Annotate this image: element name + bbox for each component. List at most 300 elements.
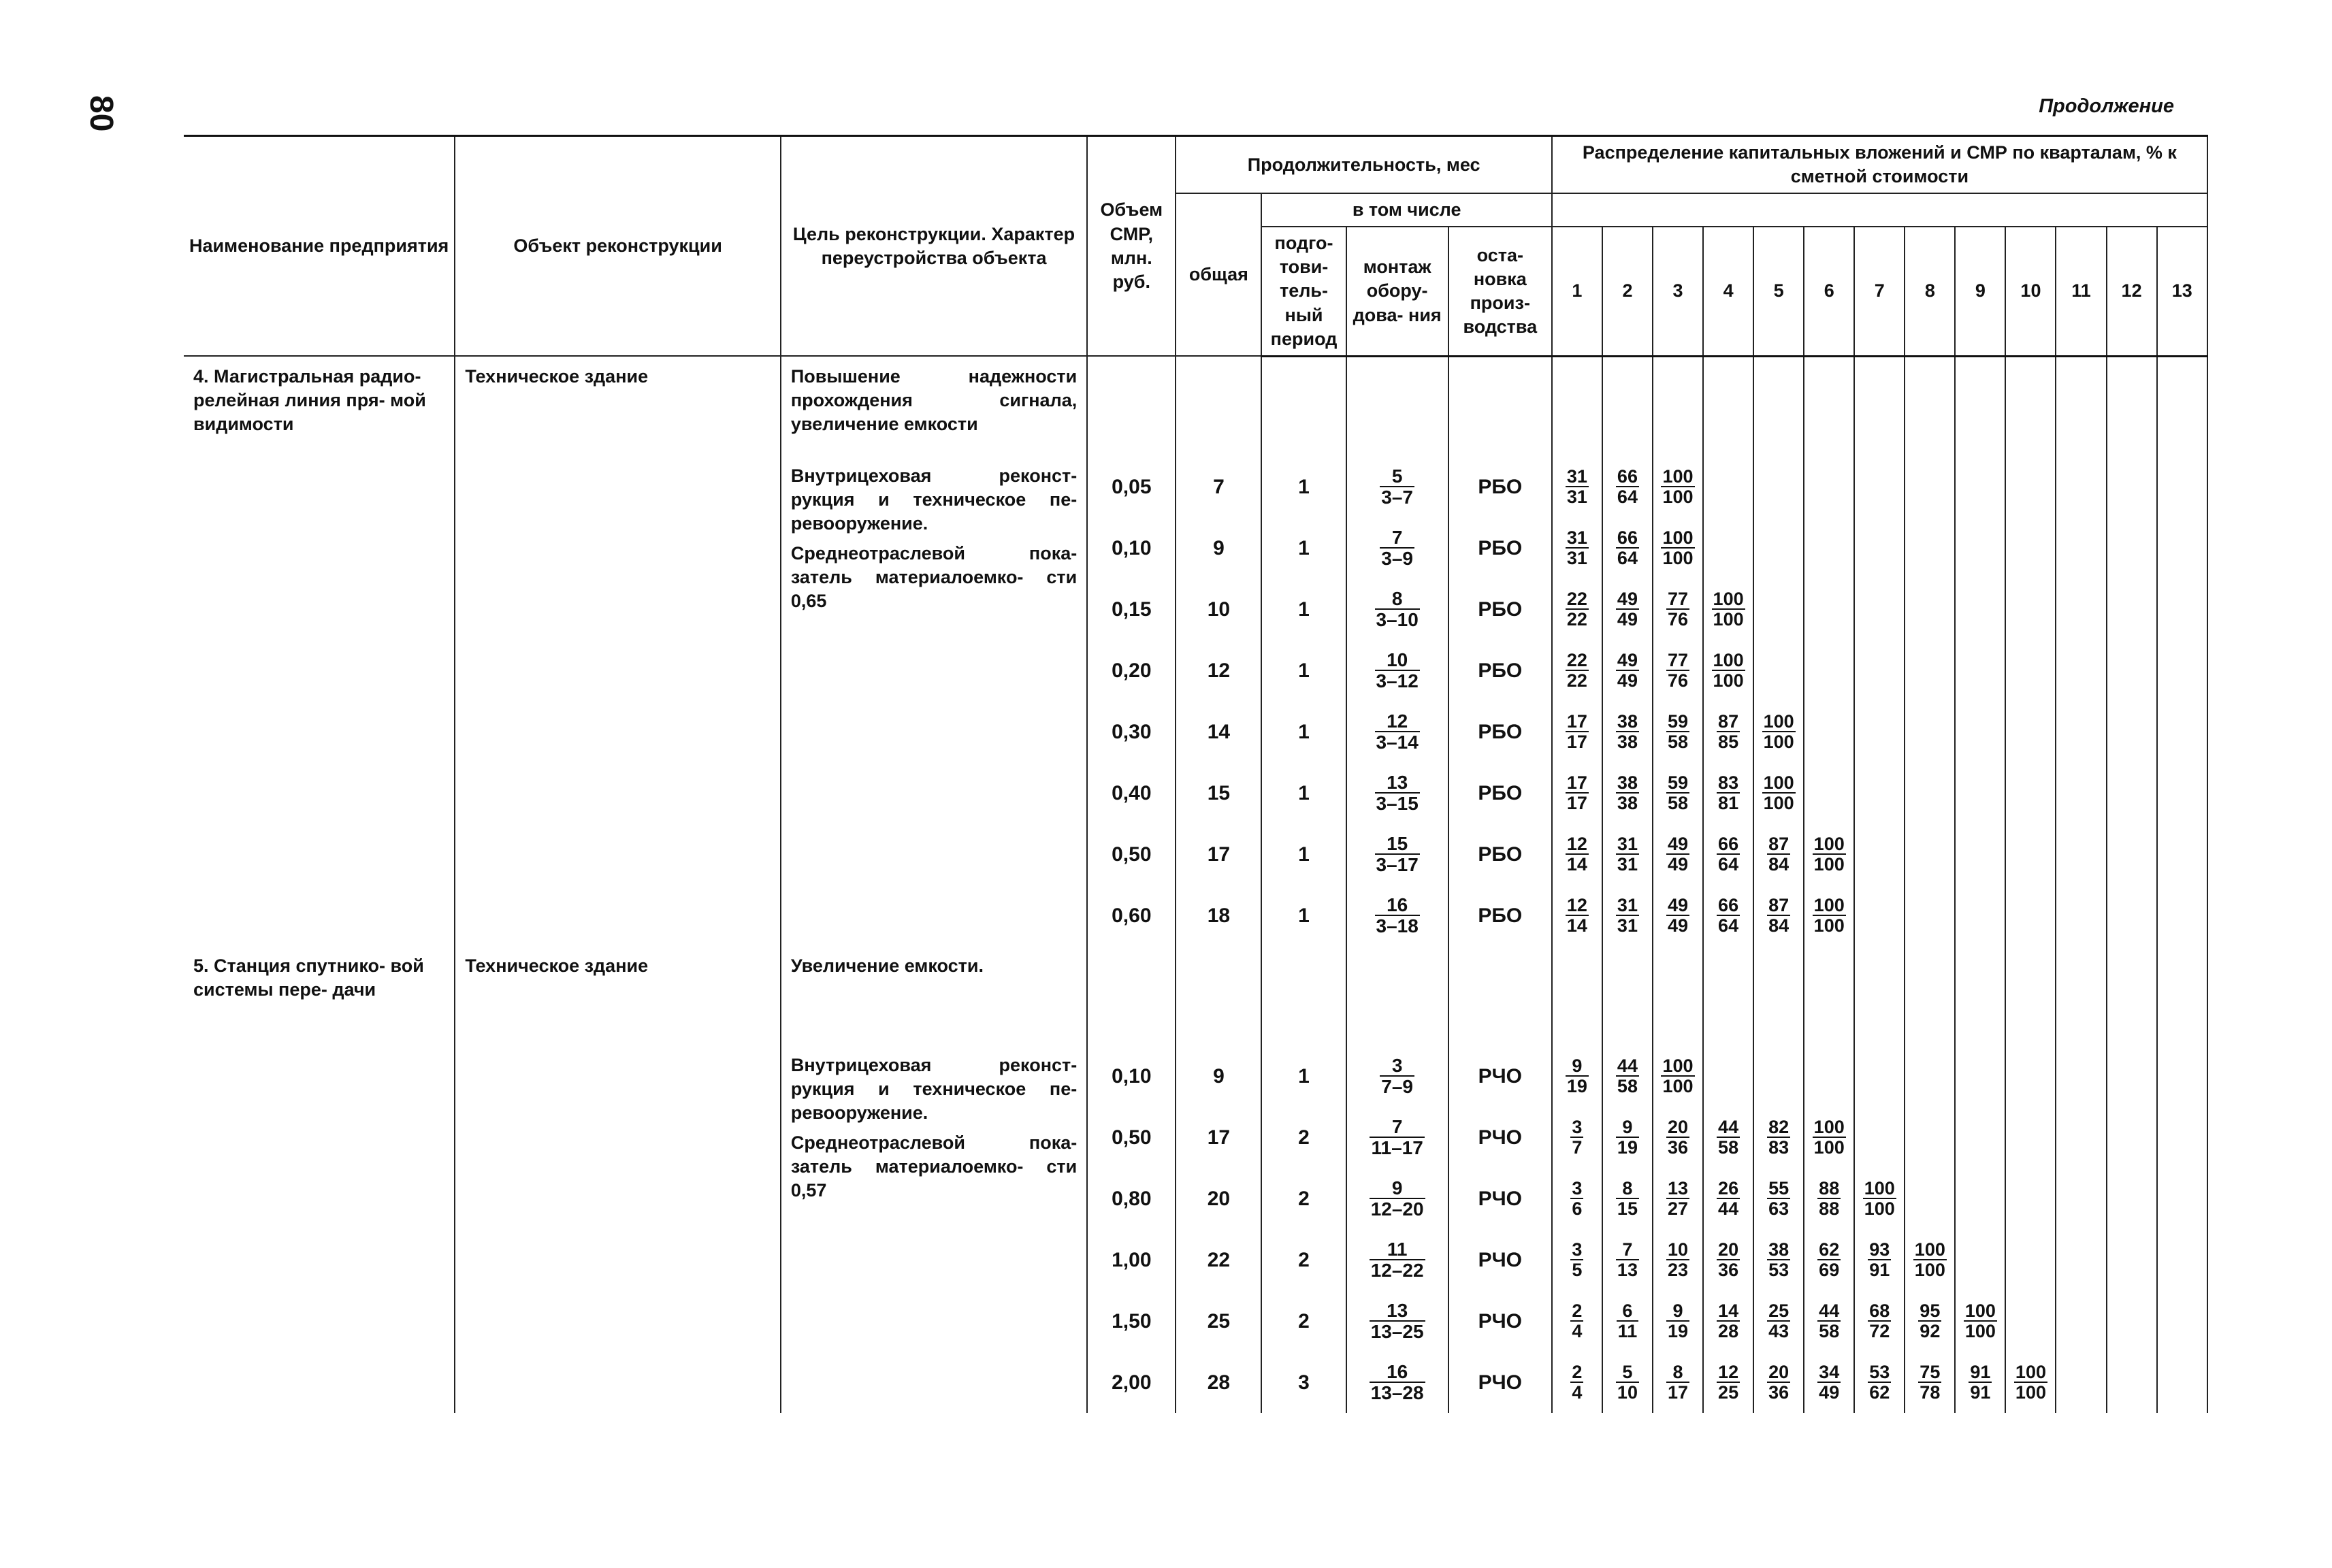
duration-prep: 1 — [1261, 1045, 1346, 1107]
quarter-cell — [1552, 578, 1602, 640]
quarter-cell — [1854, 1168, 1905, 1229]
quarter-cell — [1905, 1168, 1955, 1229]
goal-description — [781, 456, 1087, 946]
quarter-cell — [2005, 823, 2056, 885]
duration-total: 18 — [1176, 885, 1261, 946]
header-quarter: 2 — [1602, 227, 1653, 356]
enterprise-lead-row — [184, 356, 2207, 456]
quarter-cell — [1602, 1229, 1653, 1290]
quarter-cell — [2157, 1107, 2207, 1168]
smr-share: 100 — [1662, 548, 1694, 569]
quarter-fraction — [1666, 1240, 1689, 1280]
quarter-cell — [1703, 578, 1753, 640]
duration-prep: 2 — [1261, 1107, 1346, 1168]
goal-paragraph: Внутрицеховая реконст- рукция и техническое пе- ревооружение. — [790, 1055, 1078, 1124]
quarter-fraction — [1616, 773, 1639, 813]
capital-share: 100 — [1813, 1116, 1845, 1137]
header-quarter: 5 — [1753, 227, 1804, 356]
duration-stop: РЧО — [1448, 1045, 1552, 1107]
smr-share: 17 — [1566, 732, 1587, 753]
quarter-cell — [1602, 762, 1653, 823]
capital-share: 100 — [1813, 833, 1845, 854]
quarter-cell — [1703, 456, 1753, 517]
quarter-cell — [1804, 885, 1854, 946]
quarter-cell — [1905, 578, 1955, 640]
header-quarter: 3 — [1653, 227, 1703, 356]
empty-cell — [1804, 356, 1854, 456]
quarter-cell — [1602, 1290, 1653, 1352]
capital-share: 87 — [1768, 894, 1790, 915]
install-fraction — [1370, 1178, 1425, 1220]
fraction-numerator: 12 — [1387, 710, 1408, 732]
install-fraction — [1380, 527, 1414, 569]
capital-share: 55 — [1768, 1177, 1790, 1198]
smr-share: 31 — [1566, 487, 1587, 508]
header-prep: подго- тови- тель- ный период — [1261, 227, 1346, 356]
quarter-cell — [2005, 762, 2056, 823]
empty-cell — [1176, 356, 1261, 456]
smr-share: 64 — [1718, 854, 1739, 875]
quarter-cell — [1955, 701, 2005, 762]
smr-share: 5 — [1572, 1260, 1583, 1281]
fraction-numerator: 8 — [1391, 587, 1403, 609]
smr-share: 100 — [1914, 1260, 1945, 1281]
capital-share: 66 — [1617, 466, 1638, 487]
fraction-numerator: 3 — [1391, 1054, 1403, 1076]
quarter-cell — [1552, 885, 1602, 946]
quarter-fraction — [1717, 896, 1740, 936]
install-fraction — [1375, 711, 1420, 753]
quarter-cell — [2107, 456, 2157, 517]
duration-prep: 2 — [1261, 1168, 1346, 1229]
smr-share: 78 — [1920, 1382, 1941, 1403]
smr-share: 81 — [1718, 793, 1739, 814]
duration-prep: 1 — [1261, 885, 1346, 946]
fraction-denominator: 3–12 — [1376, 670, 1419, 692]
quarter-cell — [1653, 456, 1703, 517]
capital-share: 77 — [1667, 649, 1689, 670]
quarter-fraction — [1616, 896, 1639, 936]
quarter-cell — [1804, 1045, 1854, 1107]
smr-share: 85 — [1718, 732, 1739, 753]
quarter-fraction — [1570, 1179, 1583, 1219]
capital-share: 100 — [1813, 894, 1845, 915]
fraction-denominator: 11–17 — [1371, 1137, 1423, 1159]
empty-cell — [1602, 946, 1653, 1045]
quarter-cell — [1653, 701, 1703, 762]
capital-share: 9 — [1622, 1116, 1633, 1137]
quarter-cell — [1854, 1290, 1905, 1352]
empty-cell — [1854, 946, 1905, 1045]
smr-volume: 0,50 — [1087, 823, 1176, 885]
capital-share: 59 — [1667, 710, 1689, 732]
quarter-fraction — [1661, 467, 1694, 507]
header-duration: Продолжительность, мес — [1176, 136, 1552, 194]
empty-cell — [1552, 356, 1602, 456]
capital-share: 100 — [1914, 1239, 1945, 1260]
quarter-fraction — [1570, 1301, 1583, 1341]
header-quarter: 10 — [2005, 227, 2056, 356]
capital-share: 100 — [1964, 1300, 1996, 1321]
quarter-cell — [1854, 701, 1905, 762]
quarter-cell — [1703, 701, 1753, 762]
empty-cell — [2157, 356, 2207, 456]
reconstruction-object: Техническое здание — [455, 356, 780, 946]
quarter-cell — [2056, 640, 2106, 701]
smr-volume: 0,50 — [1087, 1107, 1176, 1168]
quarter-cell — [1854, 578, 1905, 640]
reconstruction-object: Техническое здание — [455, 946, 780, 1413]
smr-share: 11 — [1617, 1321, 1638, 1342]
fraction-numerator: 16 — [1387, 1360, 1408, 1382]
capital-share: 82 — [1768, 1116, 1790, 1137]
quarter-fraction — [1566, 896, 1589, 936]
smr-share: 13 — [1617, 1260, 1638, 1281]
smr-share: 38 — [1617, 793, 1638, 814]
smr-volume: 0,05 — [1087, 456, 1176, 517]
quarter-cell — [1804, 762, 1854, 823]
smr-share: 28 — [1718, 1321, 1739, 1342]
capital-share: 44 — [1819, 1300, 1840, 1321]
quarter-cell — [1905, 1290, 1955, 1352]
quarter-cell — [1905, 823, 1955, 885]
smr-share: 100 — [1662, 487, 1694, 508]
capital-share: 3 — [1572, 1177, 1583, 1198]
quarter-cell — [1854, 762, 1905, 823]
smr-share: 19 — [1617, 1137, 1638, 1158]
install-fraction — [1375, 834, 1420, 875]
quarter-fraction — [1570, 1240, 1583, 1280]
duration-install — [1346, 701, 1448, 762]
quarter-fraction — [1666, 589, 1689, 630]
quarter-cell — [2056, 1229, 2106, 1290]
smr-share: 31 — [1617, 915, 1638, 936]
capital-share: 49 — [1617, 649, 1638, 670]
install-fraction — [1375, 589, 1420, 630]
quarter-cell — [1602, 517, 1653, 578]
quarter-fraction — [1566, 834, 1589, 875]
quarter-cell — [2157, 1229, 2207, 1290]
quarter-fraction — [1616, 1179, 1639, 1219]
quarter-cell — [1804, 823, 1854, 885]
quarter-fraction — [1767, 834, 1790, 875]
quarter-cell — [2056, 456, 2106, 517]
duration-total: 10 — [1176, 578, 1261, 640]
quarter-fraction — [1666, 1362, 1689, 1403]
fraction-numerator: 7 — [1391, 526, 1403, 548]
goal-lead-text: Увеличение емкости. — [781, 946, 1087, 1045]
capital-share: 20 — [1667, 1116, 1689, 1137]
capital-share: 6 — [1622, 1300, 1633, 1321]
quarter-cell — [2056, 701, 2106, 762]
quarter-cell — [2107, 1168, 2157, 1229]
smr-share: 100 — [1662, 1076, 1694, 1097]
empty-cell — [1905, 356, 1955, 456]
quarter-fraction — [2014, 1362, 2047, 1403]
quarter-cell — [1753, 1290, 1804, 1352]
quarter-cell — [1955, 1045, 2005, 1107]
capital-share: 2 — [1572, 1361, 1583, 1382]
quarter-cell — [1905, 456, 1955, 517]
quarter-cell — [1905, 701, 1955, 762]
header-quarter: 13 — [2157, 227, 2207, 356]
install-fraction — [1370, 1239, 1425, 1281]
header-volume: Объем СМР, млн. руб. — [1087, 136, 1176, 357]
duration-stop: РБО — [1448, 885, 1552, 946]
smr-share: 15 — [1617, 1198, 1638, 1220]
quarter-cell — [1653, 1107, 1703, 1168]
capital-share: 22 — [1566, 649, 1587, 670]
quarter-cell — [2005, 640, 2056, 701]
capital-share: 34 — [1819, 1361, 1840, 1382]
install-fraction — [1375, 772, 1420, 814]
smr-share: 100 — [1763, 732, 1794, 753]
smr-share: 19 — [1667, 1321, 1689, 1342]
quarter-cell — [2005, 885, 2056, 946]
quarter-cell — [1854, 1229, 1905, 1290]
smr-volume: 0,10 — [1087, 1045, 1176, 1107]
empty-cell — [1346, 946, 1448, 1045]
capital-share: 38 — [1617, 772, 1638, 793]
smr-share: 53 — [1768, 1260, 1790, 1281]
empty-cell — [2005, 356, 2056, 456]
fraction-denominator: 3–15 — [1376, 793, 1419, 815]
capital-share: 49 — [1667, 833, 1689, 854]
capital-share: 9 — [1572, 1055, 1583, 1076]
smr-volume: 1,50 — [1087, 1290, 1176, 1352]
header-distribution: Распределение капитальных вложений и СМР по кварталам, % к сметной стоимости — [1552, 136, 2207, 194]
quarter-fraction — [1767, 1362, 1790, 1403]
quarter-cell — [2056, 1168, 2106, 1229]
quarter-fraction — [1863, 1179, 1896, 1219]
quarter-fraction — [1566, 528, 1589, 568]
quarter-fraction — [1817, 1301, 1841, 1341]
quarter-fraction — [1767, 1240, 1790, 1280]
duration-stop: РЧО — [1448, 1290, 1552, 1352]
quarter-cell — [1955, 578, 2005, 640]
capital-share: 20 — [1718, 1239, 1739, 1260]
quarter-fraction — [1868, 1240, 1891, 1280]
smr-share: 58 — [1819, 1321, 1840, 1342]
empty-cell — [1703, 356, 1753, 456]
empty-cell — [1087, 946, 1176, 1045]
quarter-cell — [1955, 517, 2005, 578]
smr-share: 38 — [1617, 732, 1638, 753]
capital-share: 68 — [1869, 1300, 1890, 1321]
empty-cell — [1854, 356, 1905, 456]
quarter-cell — [2005, 1107, 2056, 1168]
smr-share: 62 — [1869, 1382, 1890, 1403]
fraction-denominator: 3–10 — [1376, 609, 1419, 631]
empty-cell — [1753, 356, 1804, 456]
quarter-cell — [1854, 640, 1905, 701]
smr-share: 10 — [1617, 1382, 1638, 1403]
capital-share: 100 — [1864, 1177, 1895, 1198]
empty-cell — [1552, 946, 1602, 1045]
quarter-cell — [1703, 1168, 1753, 1229]
smr-share: 58 — [1617, 1076, 1638, 1097]
quarter-cell — [2005, 517, 2056, 578]
capital-share: 83 — [1718, 772, 1739, 793]
quarter-fraction — [1717, 834, 1740, 875]
empty-cell — [1087, 356, 1176, 456]
quarter-fraction — [1666, 651, 1689, 691]
quarter-cell — [1602, 1045, 1653, 1107]
quarter-cell — [1653, 762, 1703, 823]
install-fraction — [1380, 1056, 1414, 1097]
fraction-denominator: 13–28 — [1370, 1382, 1424, 1404]
quarter-cell — [1602, 823, 1653, 885]
quarter-cell — [2056, 1290, 2106, 1352]
smr-share: 36 — [1667, 1137, 1689, 1158]
empty-cell — [1804, 946, 1854, 1045]
empty-cell — [1448, 356, 1552, 456]
capital-share: 44 — [1617, 1055, 1638, 1076]
capital-share: 100 — [1662, 1055, 1694, 1076]
quarter-cell — [1602, 578, 1653, 640]
quarter-cell — [2005, 1352, 2056, 1413]
smr-share: 36 — [1718, 1260, 1739, 1281]
duration-stop: РБО — [1448, 456, 1552, 517]
capital-share: 14 — [1718, 1300, 1739, 1321]
quarter-cell — [2157, 517, 2207, 578]
quarter-fraction — [1617, 1301, 1639, 1341]
smr-share: 17 — [1667, 1382, 1689, 1403]
quarter-cell — [2107, 640, 2157, 701]
quarter-cell — [1552, 762, 1602, 823]
empty-cell — [2005, 946, 2056, 1045]
capital-share: 93 — [1869, 1239, 1890, 1260]
smr-share: 83 — [1768, 1137, 1790, 1158]
empty-cell — [1653, 356, 1703, 456]
smr-volume: 0,60 — [1087, 885, 1176, 946]
capital-share: 49 — [1667, 894, 1689, 915]
quarter-cell — [2005, 1168, 2056, 1229]
smr-share: 100 — [1713, 609, 1744, 630]
fraction-numerator: 9 — [1391, 1177, 1403, 1198]
smr-share: 100 — [1864, 1198, 1895, 1220]
quarter-cell — [1955, 1290, 2005, 1352]
quarter-cell — [1955, 1107, 2005, 1168]
duration-prep: 2 — [1261, 1290, 1346, 1352]
duration-total: 25 — [1176, 1290, 1261, 1352]
quarter-fraction — [1918, 1362, 1941, 1403]
header-quarter: 8 — [1905, 227, 1955, 356]
capital-share: 100 — [1662, 466, 1694, 487]
quarter-cell — [1703, 1352, 1753, 1413]
install-fraction — [1370, 1362, 1425, 1403]
quarter-cell — [2056, 1352, 2106, 1413]
quarter-cell — [1653, 1352, 1703, 1413]
empty-cell — [2107, 356, 2157, 456]
fraction-denominator: 3–9 — [1381, 548, 1413, 570]
duration-stop: РБО — [1448, 823, 1552, 885]
empty-cell — [1905, 946, 1955, 1045]
quarter-cell — [1804, 640, 1854, 701]
table-body — [184, 356, 2207, 1413]
quarter-fraction — [1817, 1179, 1841, 1219]
quarter-cell — [2107, 1352, 2157, 1413]
header-stop: оста- новка произ- водства — [1448, 227, 1552, 356]
header-quarter: 11 — [2056, 227, 2106, 356]
quarter-cell — [1905, 1229, 1955, 1290]
smr-volume: 0,30 — [1087, 701, 1176, 762]
quarter-cell — [1653, 885, 1703, 946]
smr-volume: 0,40 — [1087, 762, 1176, 823]
quarter-cell — [1552, 1352, 1602, 1413]
quarter-cell — [1602, 456, 1653, 517]
capital-share: 59 — [1667, 772, 1689, 793]
fraction-denominator: 3–17 — [1376, 854, 1419, 876]
fraction-numerator: 11 — [1387, 1238, 1408, 1260]
quarter-cell — [1552, 1229, 1602, 1290]
smr-share: 88 — [1819, 1198, 1840, 1220]
quarter-cell — [2107, 701, 2157, 762]
duration-stop: РЧО — [1448, 1229, 1552, 1290]
quarter-cell — [1905, 640, 1955, 701]
install-fraction — [1370, 1301, 1425, 1342]
quarter-cell — [2056, 762, 2106, 823]
duration-prep: 2 — [1261, 1229, 1346, 1290]
quarter-fraction — [1717, 1362, 1740, 1403]
quarter-cell — [1955, 762, 2005, 823]
header-total: общая — [1176, 193, 1261, 356]
quarter-fraction — [1666, 1301, 1689, 1341]
smr-share: 6 — [1572, 1198, 1583, 1220]
duration-install — [1346, 1229, 1448, 1290]
capital-share: 49 — [1617, 588, 1638, 609]
quarter-cell — [1653, 517, 1703, 578]
quarter-cell — [1753, 456, 1804, 517]
quarter-fraction — [1566, 589, 1589, 630]
capital-share: 17 — [1566, 772, 1587, 793]
quarter-cell — [1653, 578, 1703, 640]
quarter-fraction — [1616, 1362, 1639, 1403]
smr-share: 76 — [1667, 670, 1689, 691]
smr-share: 84 — [1768, 915, 1790, 936]
quarter-fraction — [1566, 712, 1589, 752]
smr-share: 23 — [1667, 1260, 1689, 1281]
quarter-cell — [1703, 1290, 1753, 1352]
duration-stop: РЧО — [1448, 1168, 1552, 1229]
capital-share: 31 — [1566, 527, 1587, 548]
quarter-cell — [2005, 1290, 2056, 1352]
quarter-cell — [2157, 885, 2207, 946]
smr-share: 31 — [1617, 854, 1638, 875]
quarter-fraction — [1712, 651, 1745, 691]
quarter-cell — [1703, 517, 1753, 578]
quarter-fraction — [1817, 1240, 1841, 1280]
quarter-cell — [1905, 517, 1955, 578]
capital-share: 100 — [2015, 1361, 2046, 1382]
install-fraction — [1370, 1117, 1424, 1158]
duration-stop: РБО — [1448, 762, 1552, 823]
smr-share: 4 — [1572, 1382, 1583, 1403]
quarter-cell — [2056, 1045, 2106, 1107]
duration-prep: 1 — [1261, 640, 1346, 701]
quarter-fraction — [1616, 1056, 1639, 1096]
duration-total: 15 — [1176, 762, 1261, 823]
duration-stop: РЧО — [1448, 1107, 1552, 1168]
smr-share: 100 — [1964, 1321, 1996, 1342]
quarter-cell — [2157, 823, 2207, 885]
quarter-fraction — [1616, 651, 1639, 691]
header-quarter: 7 — [1854, 227, 1905, 356]
quarter-cell — [2157, 1045, 2207, 1107]
quarter-cell — [1955, 1168, 2005, 1229]
empty-cell — [1703, 946, 1753, 1045]
quarter-cell — [1804, 578, 1854, 640]
